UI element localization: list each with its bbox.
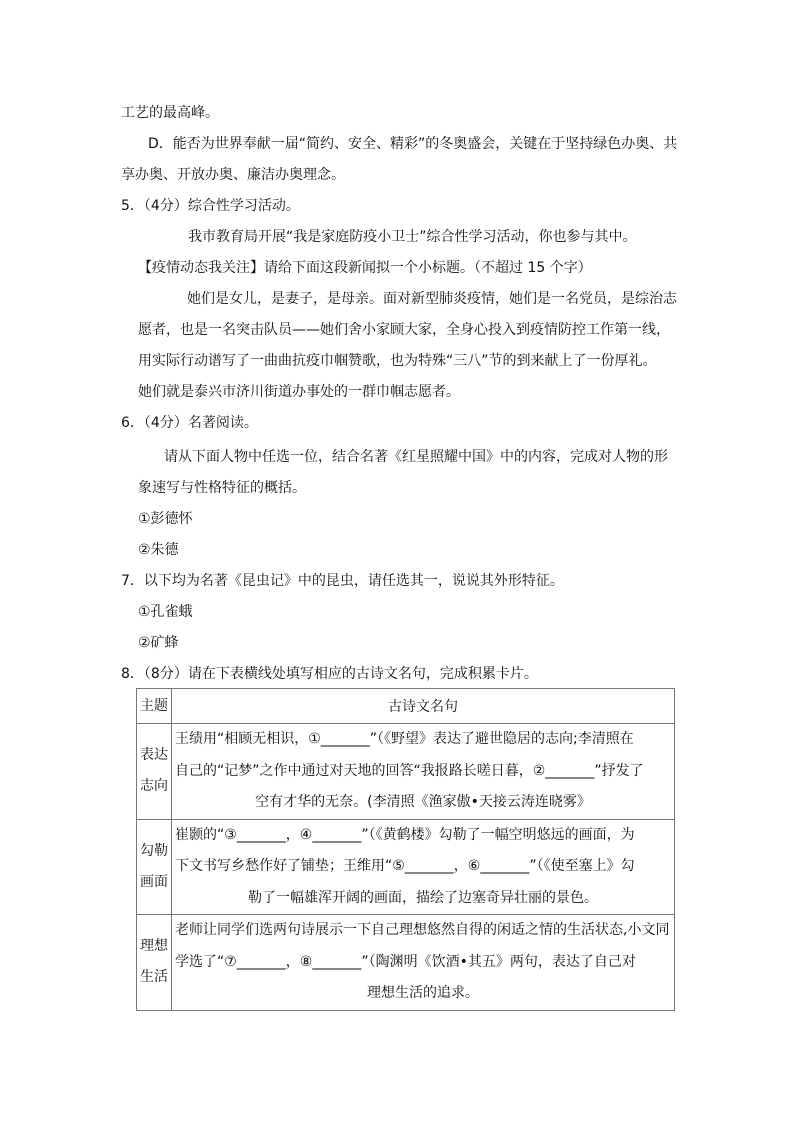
topic-line: 画面 bbox=[140, 873, 168, 890]
text-line: 工艺的最高峰。 bbox=[121, 105, 219, 121]
question-5-intro: 我市教育局开展“我是家庭防疫小卫士”综合性学习活动，你也参与其中。 bbox=[188, 229, 637, 245]
question-7-option: ①孔雀蛾 bbox=[138, 604, 193, 620]
content-line: 崔颢的“③_______，④_______”（《黄鹤楼》勾勒了一幅空明悠远的画面，为 bbox=[175, 826, 635, 843]
content-line: 学选了“⑦_______，⑧_______”（陶渊明《饮酒•其五》两句，表达了自己对 bbox=[175, 953, 636, 970]
news-paragraph-line: 她们是女儿，是妻子，是母亲。面对新型肺炎疫情，她们是一名党员，是综治志 bbox=[187, 291, 677, 307]
row-topic bbox=[137, 819, 172, 915]
table-row bbox=[137, 915, 675, 1011]
header-topic: 主题 bbox=[137, 689, 172, 724]
content-line: 王绩用“相顾无相识，①_______”（《野望》表达了避世隐居的志向;李清照在 bbox=[175, 731, 634, 747]
topic-line: 志向 bbox=[140, 778, 168, 795]
question-5-task: 【疫情动态我关注】请给下面这段新闻拟一个小标题。（不超过 15 个字） bbox=[138, 260, 592, 276]
topic-line: 表达 bbox=[140, 747, 168, 764]
table-row bbox=[137, 819, 675, 915]
content-line: 理想生活的追求。 bbox=[367, 985, 479, 1001]
news-paragraph-line: 用实际行动谱写了一曲曲抗疫巾帼赞歌，也为特殊“三八”节的到来献上了一份厚礼。 bbox=[138, 353, 657, 369]
row-topic bbox=[137, 915, 172, 1011]
poetry-card-table bbox=[136, 688, 675, 1011]
table-header-row bbox=[137, 689, 675, 724]
topic-line: 理想 bbox=[140, 938, 168, 955]
content-line: 勒了一幅雄浑开阔的画面，描绘了边塞奇异壮丽的景色。 bbox=[248, 889, 598, 906]
table-row bbox=[137, 724, 675, 820]
question-6-option: ②朱德 bbox=[138, 542, 179, 558]
option-d: D．能否为世界奉献一届“简约、安全、精彩”的冬奥盛会，关键在于坚持绿色办奥、共 bbox=[148, 136, 678, 152]
news-paragraph-line: 愿者，也是一名突击队员——她们舍小家顾大家，全身心投入到疫情防控工作第一线， bbox=[138, 322, 670, 338]
row-content bbox=[172, 724, 675, 820]
header-content: 古诗文名句 bbox=[172, 689, 675, 724]
row-content bbox=[172, 915, 675, 1011]
question-8-heading: 8．（8分）请在下表横线处填写相应的古诗文名句，完成积累卡片。 bbox=[121, 666, 538, 682]
text-line: 享办奥、开放办奥、廉洁办奥理念。 bbox=[121, 167, 345, 183]
row-content bbox=[172, 819, 675, 915]
content-line: 老师让同学们选两句诗展示一下自己理想悠然自得的闲适之情的生活状态,小文同 bbox=[175, 922, 670, 938]
row-topic bbox=[137, 724, 172, 820]
question-7-option: ②矿蜂 bbox=[138, 635, 179, 651]
topic-line: 生活 bbox=[140, 969, 168, 986]
question-7-heading: 7．以下均为名著《昆虫记》中的昆虫，请任选其一，说说其外形特征。 bbox=[121, 573, 564, 589]
content-line: 下文书写乡愁作好了铺垫；王维用“⑤_______，⑥_______”（《使至塞上》勾 bbox=[175, 858, 635, 874]
question-6-prompt: 象速写与性格特征的概括。 bbox=[138, 480, 306, 496]
question-6-prompt: 请从下面人物中任选一位，结合名著《红星照耀中国》中的内容，完成对人物的形 bbox=[164, 449, 668, 465]
content-line: 空有才华的无奈。(李清照《渔家傲•天接云涛连晓雾》 bbox=[255, 794, 591, 810]
question-5-heading: 5．（4分）综合性学习活动。 bbox=[121, 198, 300, 214]
question-6-option: ①彭德怀 bbox=[138, 511, 193, 527]
news-paragraph-line: 她们就是泰兴市济川街道办事处的一群巾帼志愿者。 bbox=[138, 384, 460, 400]
question-6-heading: 6．（4分）名著阅读。 bbox=[121, 415, 258, 431]
content-line: 自己的“记梦”之作中通过对天地的回答“我报路长嗟日暮，②_______”抒发了 bbox=[175, 762, 644, 779]
topic-line: 勾勒 bbox=[140, 842, 168, 859]
